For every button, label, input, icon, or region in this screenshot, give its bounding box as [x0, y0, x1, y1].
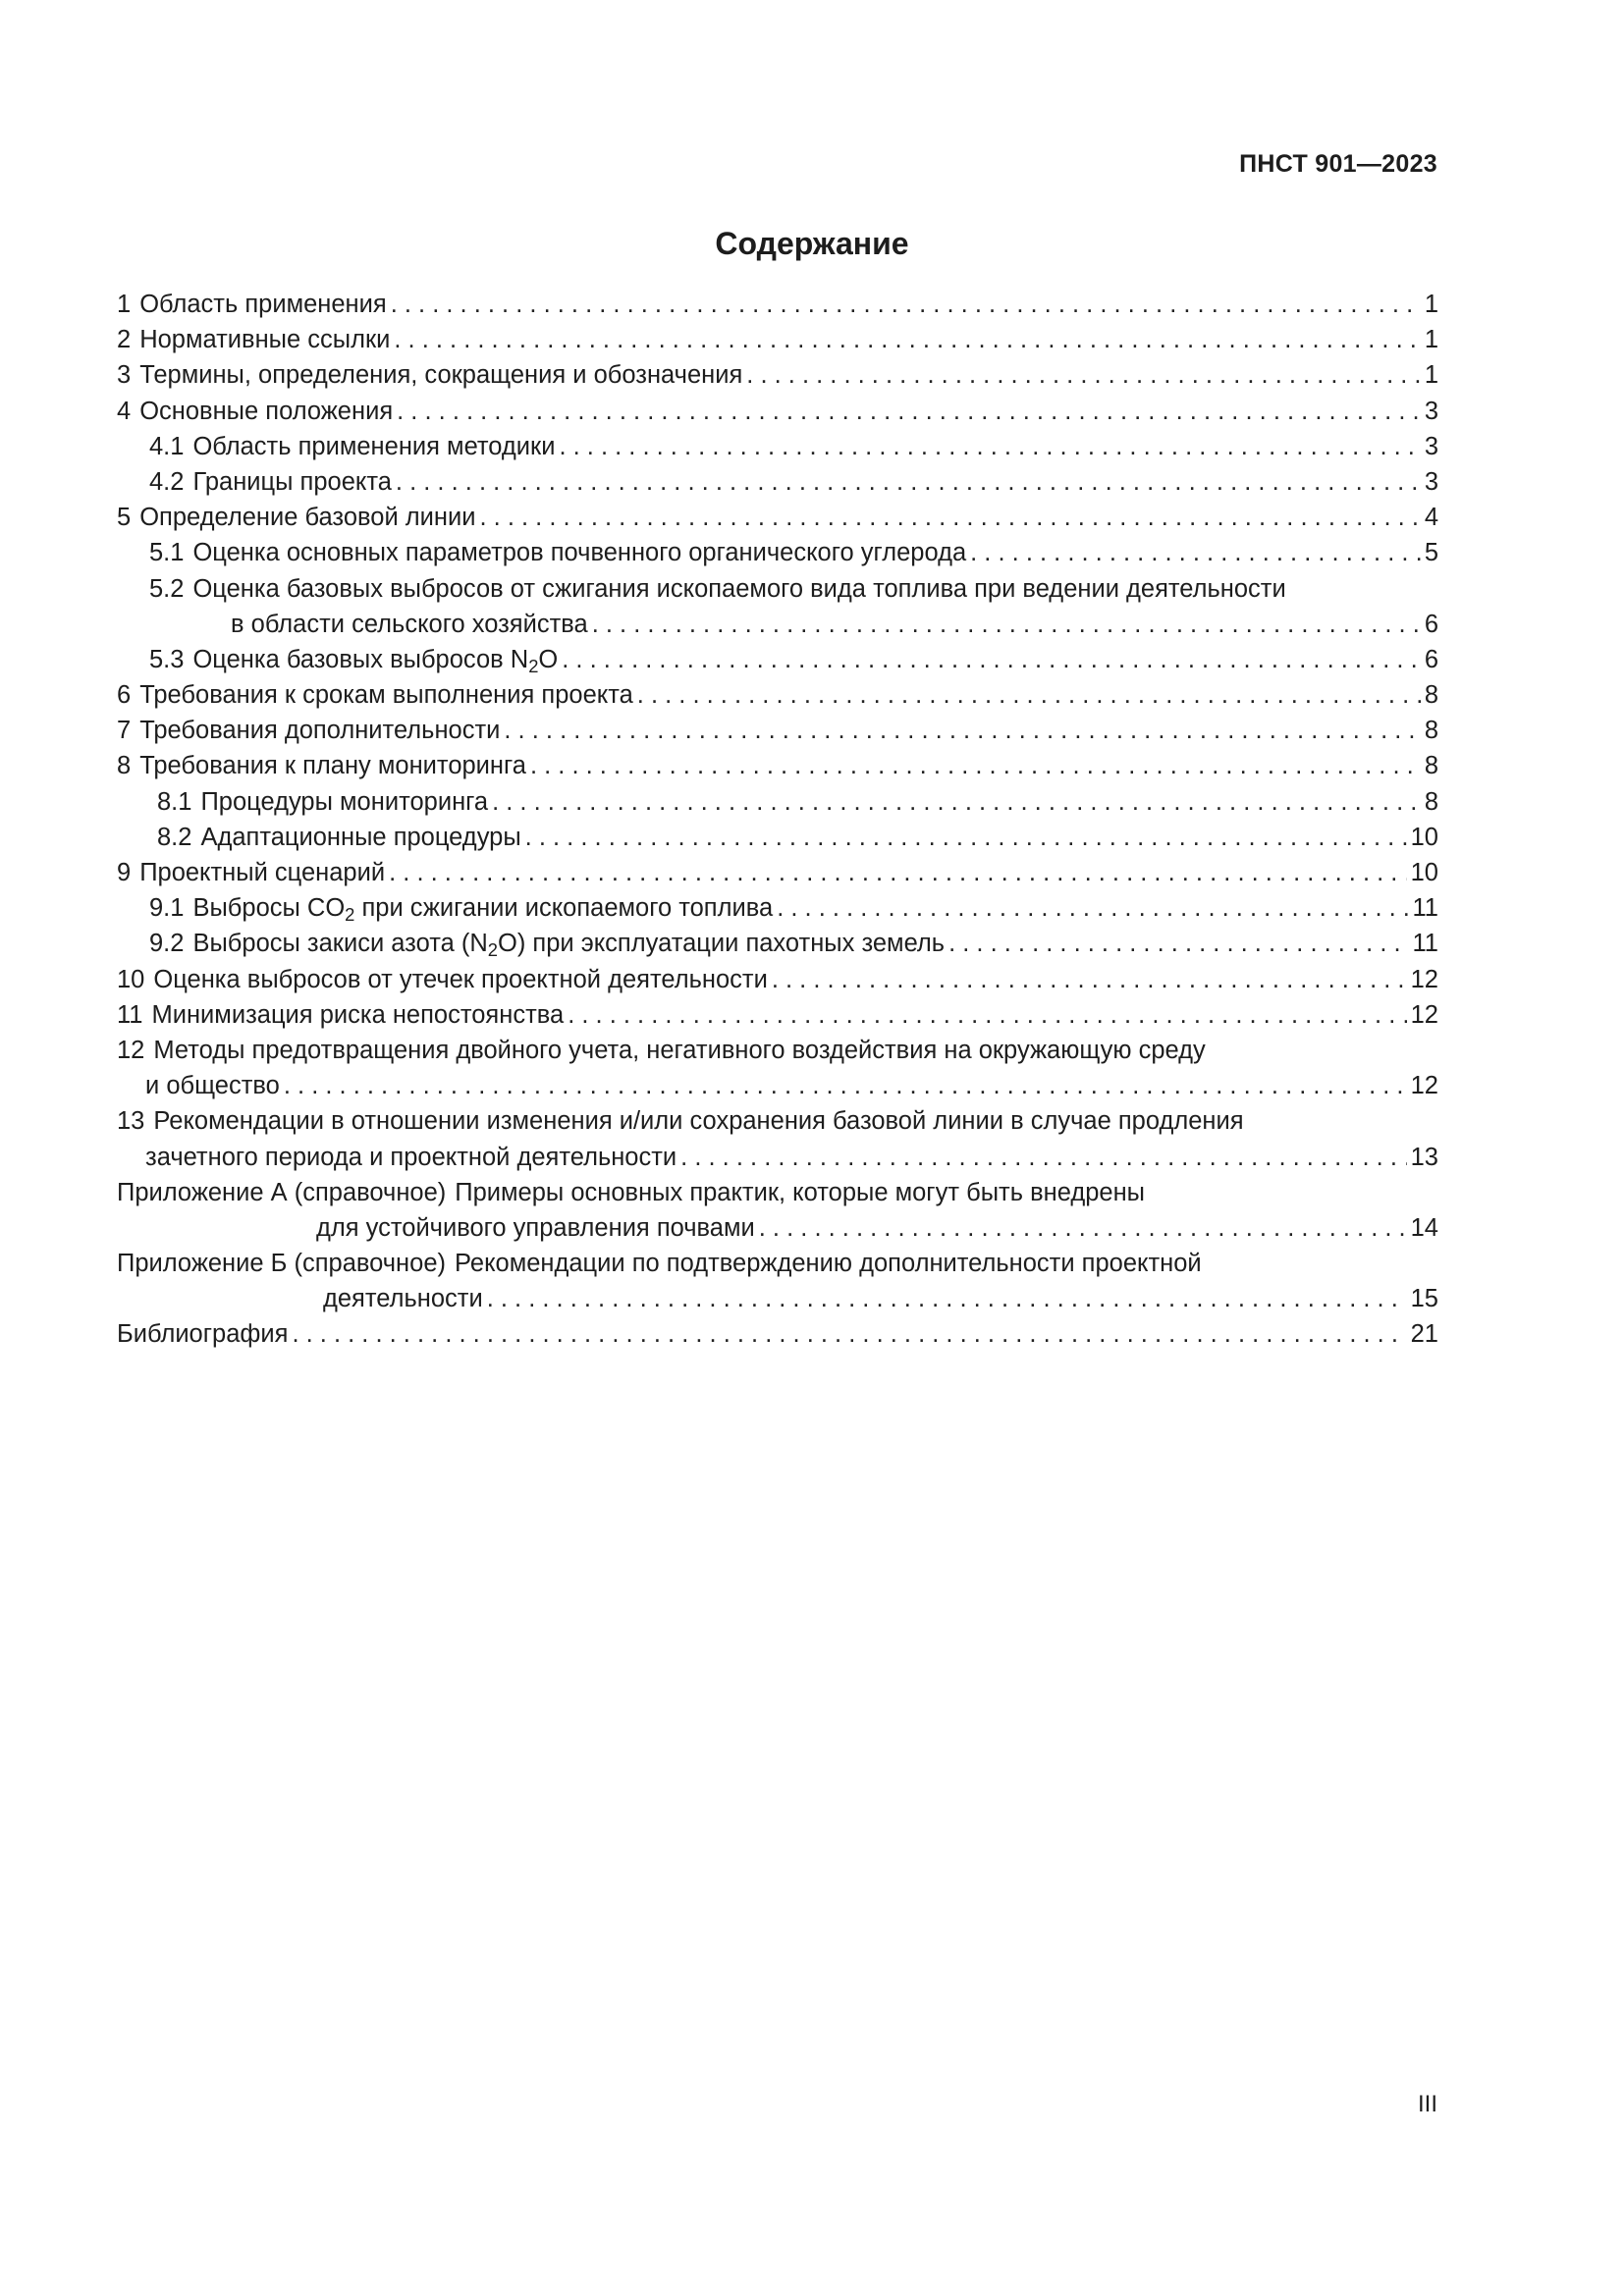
toc-entry-text: Минимизация риска непостоянства [151, 1000, 565, 1029]
toc-page-number: 4 [1424, 504, 1438, 532]
toc-entry-text: Процедуры мониторинга [200, 787, 489, 816]
toc-entry-7[interactable]: 7 Требования дополнительности . . . 8 [117, 717, 1438, 752]
dot-leader [592, 611, 1421, 639]
toc-page-number: 14 [1410, 1213, 1438, 1242]
toc-entry-text: Нормативные ссылки [139, 326, 391, 354]
toc-appendix-a[interactable] [117, 1179, 1438, 1214]
toc-entry-9-1[interactable]: 9.1 Выбросы $CO_2$ при сжигании ископаемого топлива . . . 11 [117, 894, 1438, 930]
toc-entry-text: Выбросы $CO_2$ при сжигании ископаемого топлива [192, 894, 774, 926]
dot-leader [680, 1144, 1406, 1172]
toc-page-number: 11 [1412, 894, 1438, 923]
toc-entry-12[interactable]: 12 Методы предотвращения двойного учета, негативного воздействия на окружающую среду [117, 1036, 1206, 1064]
toc-page-number: 1 [1424, 361, 1438, 390]
toc-page-number: 8 [1424, 681, 1438, 710]
toc-entry-13-continuation[interactable] [117, 1144, 1438, 1179]
dot-leader [284, 1072, 1407, 1100]
appendix-label: Приложение Б (справочное) [117, 1250, 446, 1278]
toc-entry-text: деятельности [323, 1285, 483, 1313]
dot-leader [504, 717, 1420, 745]
toc-page-number: 8 [1424, 787, 1438, 816]
toc-page-number: 3 [1424, 397, 1438, 425]
toc-page-number: 3 [1424, 432, 1438, 460]
toc-entry-3[interactable]: 3 Термины, определения, сокращения и обозначения . . . 1 [117, 361, 1438, 397]
toc-entry-5-1[interactable]: 5.1 Оценка основных параметров почвенного органического углерода . . . 5 [117, 539, 1438, 574]
toc-appendix-b[interactable] [117, 1250, 1438, 1285]
dot-leader [396, 468, 1421, 497]
toc-appendix-a-continuation[interactable] [117, 1214, 1438, 1250]
toc-page-number: 1 [1424, 291, 1438, 318]
dot-leader [559, 433, 1420, 461]
toc-entry-10[interactable]: 10 Оценка выбросов от утечек проектной деятельности . . . 12 [117, 966, 1438, 1001]
dot-leader [479, 504, 1420, 532]
page-folio: III [1417, 2091, 1437, 2117]
dot-leader [772, 966, 1407, 994]
dot-leader [391, 291, 1421, 319]
dot-leader [492, 788, 1421, 817]
dot-leader [777, 894, 1408, 923]
toc-entry-text: Требования к срокам выполнения проекта [139, 681, 633, 710]
toc-entry-text: Требования дополнительности [139, 717, 501, 745]
dot-leader [525, 824, 1407, 852]
toc-page-number: 6 [1424, 610, 1438, 638]
dot-leader [389, 859, 1407, 887]
dot-leader [970, 539, 1421, 567]
toc-page-number: 8 [1424, 717, 1438, 745]
dot-leader [568, 1001, 1406, 1030]
dot-leader [562, 646, 1421, 674]
toc-entry-2[interactable]: 2 Нормативные ссылки . . . 1 [117, 326, 1438, 361]
dot-leader [637, 681, 1421, 710]
toc-entry-text: Определение базовой линии [139, 504, 476, 532]
toc-entry-text: Рекомендации в отношении изменения и/или сохранения базовой линии в случае продления [153, 1107, 1244, 1136]
toc-entry-4[interactable]: 4 Основные положения . . . 3 [117, 398, 1438, 433]
toc-entry-1[interactable]: 1 Область применения . . . 1 [117, 291, 1438, 326]
toc-appendix-b-continuation[interactable] [117, 1285, 1438, 1320]
dot-leader [394, 326, 1420, 354]
toc-page-number: 15 [1410, 1285, 1438, 1313]
toc-entry-text: Примеры основных практик, которые могут быть внедрены [455, 1178, 1146, 1206]
toc-page-number: 21 [1410, 1320, 1438, 1349]
toc-entry-text: Оценка базовых выбросов от сжигания ископаемого вида топлива при ведении деятельности [192, 574, 1286, 603]
toc-entry-5-2[interactable]: 5.2 Оценка базовых выбросов от сжигания ископаемого вида топлива при ведении деятельности [149, 574, 1286, 603]
appendix-label: Приложение А (справочное) [117, 1178, 447, 1206]
toc-bibliography[interactable] [117, 1320, 1438, 1356]
toc-entry-4-2[interactable]: 4.2 Границы проекта . . . 3 [117, 468, 1438, 504]
toc-entry-text: Оценка основных параметров почвенного органического углерода [192, 539, 967, 567]
toc-entry-text: в области сельского хозяйства [231, 610, 588, 638]
toc-page-number: 10 [1410, 823, 1438, 851]
toc-page-number: 11 [1412, 930, 1438, 958]
dot-leader [292, 1320, 1406, 1349]
document-code: ПНСТ 901—2023 [1239, 150, 1437, 178]
toc-entry-9[interactable]: 9 Проектный сценарий . . . 10 [117, 859, 1438, 894]
toc-entry-text: Выбросы закиси азота $(N_2O)$ при эксплуатации пахотных земель [192, 930, 946, 961]
toc-entry-text: Область применения [139, 291, 387, 318]
toc-entry-text: Границы проекта [192, 467, 392, 496]
toc-title: Содержание [715, 226, 909, 261]
dot-leader [397, 398, 1421, 426]
toc-entry-6[interactable]: 6 Требования к срокам выполнения проекта . . . 8 [117, 681, 1438, 717]
toc-entry-text: для устойчивого управления почвами [316, 1213, 755, 1242]
toc-entry-text: Термины, определения, сокращения и обозначения [139, 361, 743, 390]
toc-entry-text: и общество [145, 1072, 280, 1100]
toc-entry-text: Адаптационные процедуры [200, 823, 521, 851]
dot-leader [746, 361, 1421, 390]
toc-page-number: 5 [1424, 539, 1438, 567]
toc-entry-text: Методы предотвращения двойного учета, негативного воздействия на окружающую среду [153, 1036, 1206, 1064]
toc-entry-11[interactable]: 11 Минимизация риска непостоянства . . . 12 [117, 1001, 1438, 1037]
dot-leader [948, 930, 1408, 958]
toc-entry-4-1[interactable]: 4.1 Область применения методики . . . 3 [117, 433, 1438, 468]
toc-page-number: 12 [1410, 1000, 1438, 1029]
toc-entry-5[interactable]: 5 Определение базовой линии . . . 4 [117, 504, 1438, 539]
toc-entry-text: Область применения методики [192, 432, 556, 460]
toc-page-number: 3 [1424, 467, 1438, 496]
toc-entry-text: Оценка выбросов от утечек проектной деятельности [153, 965, 768, 993]
dot-leader [487, 1285, 1407, 1313]
toc-entry-text: зачетного периода и проектной деятельности [145, 1143, 677, 1171]
toc-page-number: 10 [1410, 859, 1438, 886]
toc-page-number: 12 [1410, 965, 1438, 993]
toc-entry-text: Оценка базовых выбросов $N_2O$ [192, 645, 559, 677]
toc-entry-text: Рекомендации по подтверждению дополнительности проектной [455, 1250, 1202, 1278]
toc-entry-text: Библиография [117, 1320, 289, 1349]
toc-entry-5-3[interactable]: 5.3 Оценка базовых выбросов $N_2O$ . . . 6 [117, 646, 1438, 681]
toc-entry-8-1[interactable]: 8.1 Процедуры мониторинга . . . 8 [117, 788, 1438, 824]
toc-entry-8[interactable]: 8 Требования к плану мониторинга . . . 8 [117, 752, 1438, 787]
dot-leader [530, 752, 1421, 780]
toc-entry-8-2[interactable]: 8.2 Адаптационные процедуры . . . 10 [117, 824, 1438, 859]
toc-entry-5-2-continuation[interactable] [117, 611, 1438, 646]
toc-page-number: 1 [1424, 326, 1438, 354]
toc-page-number: 12 [1410, 1072, 1438, 1100]
toc-entry-13[interactable]: 13 Рекомендации в отношении изменения и/или сохранения базовой линии в случае продления [117, 1107, 1244, 1136]
table-of-contents [117, 291, 1438, 1357]
toc-page-number: 8 [1424, 752, 1438, 780]
toc-entry-12-continuation[interactable] [117, 1072, 1438, 1107]
toc-entry-text: Основные положения [139, 397, 394, 425]
toc-page-number: 13 [1410, 1143, 1438, 1171]
dot-leader [759, 1214, 1407, 1243]
toc-entry-text: Требования к плану мониторинга [139, 752, 526, 780]
toc-page-number: 6 [1424, 645, 1438, 673]
toc-entry-9-2[interactable]: 9.2 Выбросы закиси азота $(N_2O)$ при эксплуатации пахотных земель . . . 11 [117, 930, 1438, 965]
toc-entry-text: Проектный сценарий [139, 859, 386, 886]
